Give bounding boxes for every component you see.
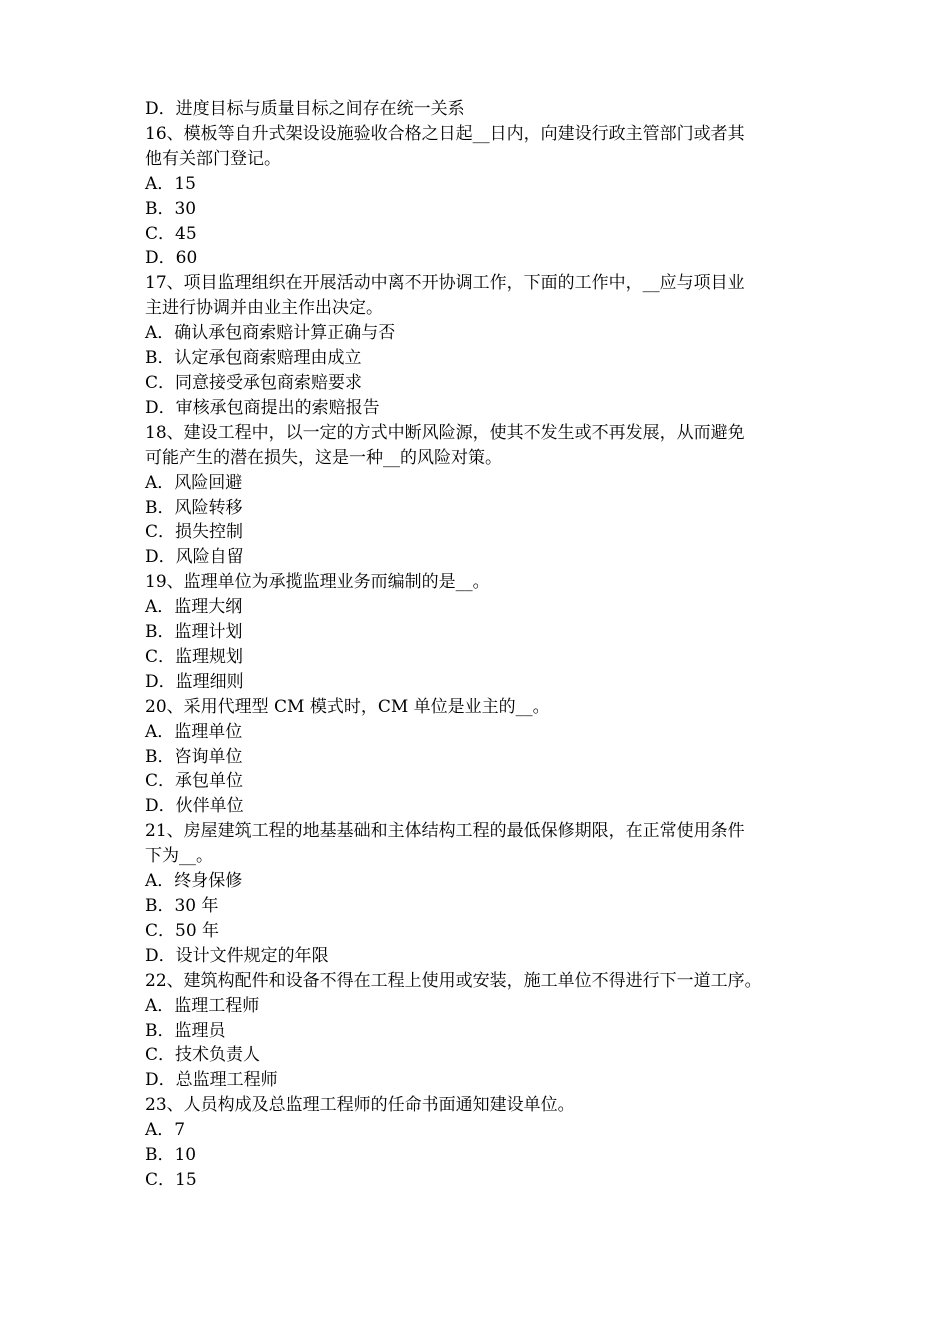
option-a: A．监理工程师 (145, 995, 260, 1016)
question-20-title: 20、采用代理型 CM 模式时，CM 单位是业主的__。 (145, 696, 550, 717)
option-a: A．监理大纲 (145, 597, 243, 618)
question-21-title-cont: 下为__。 (145, 846, 213, 867)
question-text-block (145, 97, 825, 1193)
question-23-title: 23、人员构成及总监理工程师的任命书面通知建设单位。 (145, 1095, 575, 1116)
option-b: B．30 (145, 198, 197, 219)
option-c: C．同意接受承包商索赔要求 (145, 372, 363, 393)
option-d: D．监理细则 (145, 671, 244, 692)
question-16-title: 16、模板等自升式架设设施验收合格之日起__日内，向建设行政主管部门或者其 (145, 123, 745, 144)
question-18-title: 18、建设工程中，以一定的方式中断风险源，使其不发生或不再发展，从而避免 (145, 422, 745, 443)
option-c: C．45 (145, 223, 197, 244)
option-b: B．监理员 (145, 1020, 226, 1041)
option-d: D．审核承包商提出的索赔报告 (145, 397, 380, 418)
option-b: B．咨询单位 (145, 746, 243, 767)
option-c: C．损失控制 (145, 522, 244, 543)
option-a: A．风险回避 (145, 472, 243, 493)
question-18-title-cont: 可能产生的潜在损失，这是一种__的风险对策。 (145, 447, 502, 468)
option-c: C．技术负责人 (145, 1045, 261, 1066)
option-d: D．进度目标与质量目标之间存在统一关系 (145, 99, 465, 119)
option-a: A．监理单位 (145, 721, 243, 742)
question-19-title: 19、监理单位为承揽监理业务而编制的是__。 (145, 572, 490, 593)
option-c: C．15 (145, 1169, 197, 1190)
option-d: D．总监理工程师 (145, 1070, 278, 1091)
option-b: B．风险转移 (145, 497, 243, 518)
question-17-title: 17、项目监理组织在开展活动中离不开协调工作，下面的工作中，__应与项目业 (145, 273, 745, 294)
question-22-title: 22、建筑构配件和设备不得在工程上使用或安装，施工单位不得进行下一道工序。 (145, 970, 762, 991)
option-c: C．50 年 (145, 920, 220, 941)
option-b: B．10 (145, 1145, 197, 1166)
option-c: C．监理规划 (145, 646, 244, 667)
option-a: A．终身保修 (145, 871, 243, 892)
option-a: A．15 (145, 173, 196, 194)
option-d: D．设计文件规定的年限 (145, 945, 329, 966)
option-b: B．监理计划 (145, 622, 243, 643)
option-d: D．60 (145, 248, 198, 269)
option-b: B．认定承包商索赔理由成立 (145, 348, 362, 369)
option-b: B．30 年 (145, 896, 219, 916)
question-16-title-cont: 他有关部门登记。 (145, 148, 281, 169)
option-a: A．7 (145, 1120, 186, 1141)
option-d: D．伙伴单位 (145, 796, 244, 817)
option-d: D．风险自留 (145, 547, 244, 568)
question-17-title-cont: 主进行协调并由业主作出决定。 (145, 298, 383, 319)
option-c: C．承包单位 (145, 771, 244, 792)
question-21-title: 21、房屋建筑工程的地基基础和主体结构工程的最低保修期限，在正常使用条件 (145, 821, 745, 842)
option-a: A．确认承包商索赔计算正确与否 (145, 323, 396, 344)
